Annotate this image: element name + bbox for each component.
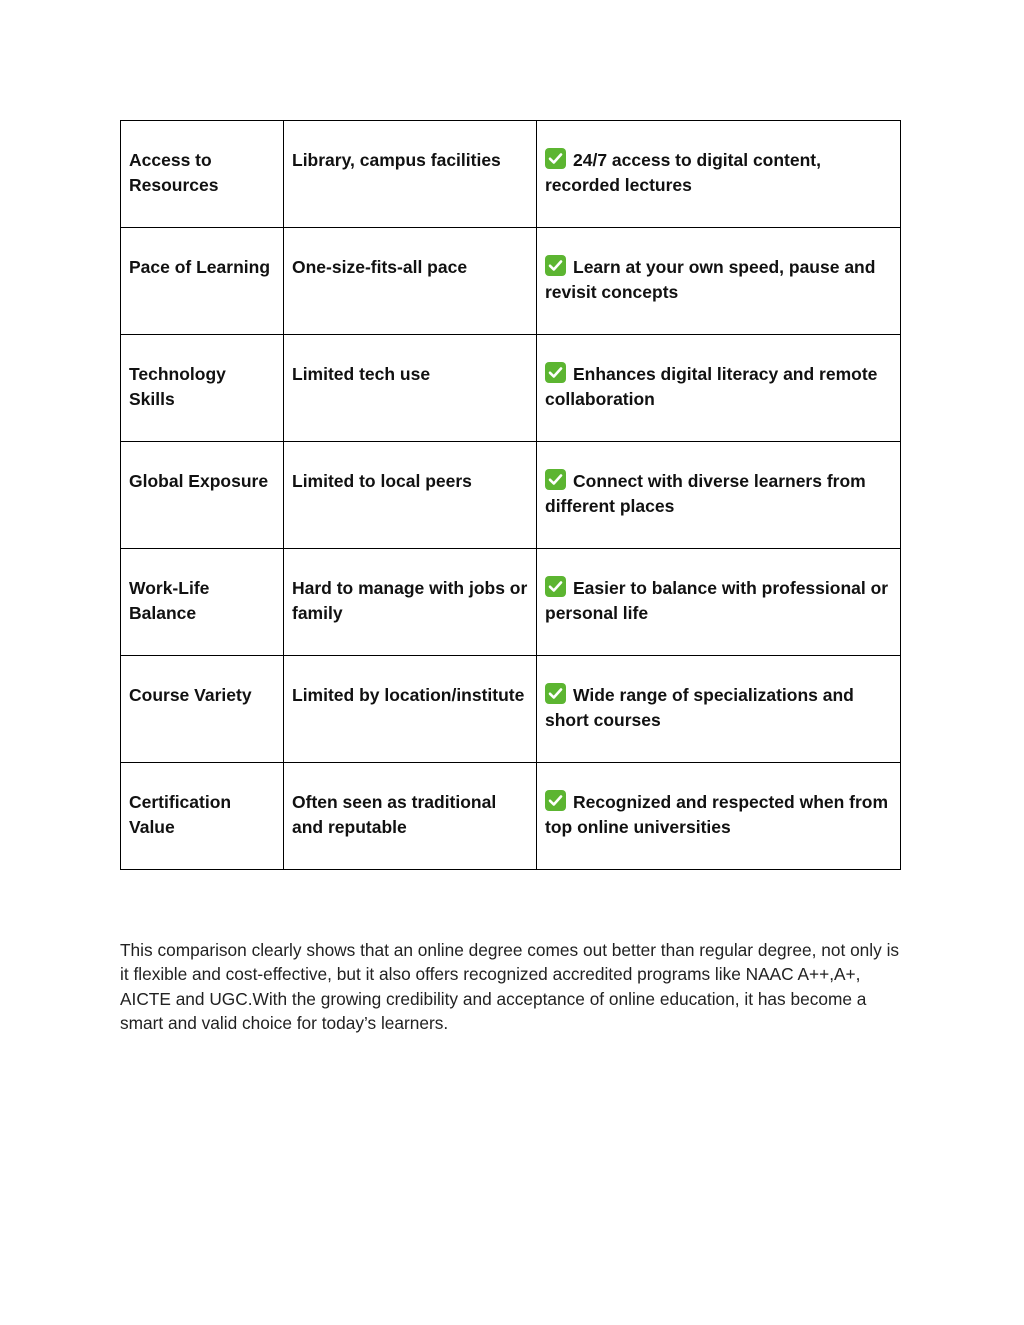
- online-degree-text: Easier to balance with professional or personal life: [545, 578, 889, 623]
- online-degree-text: Connect with diverse learners from different places: [545, 471, 866, 516]
- table-row: [121, 121, 901, 228]
- regular-degree-cell: Limited to local peers: [284, 442, 537, 549]
- online-degree-text: 24/7 access to digital content, recorded lectures: [545, 150, 821, 195]
- aspect-cell: Technology Skills: [121, 335, 284, 442]
- aspect-cell: Certification Value: [121, 763, 284, 870]
- regular-degree-cell: One-size-fits-all pace: [284, 228, 537, 335]
- table-row: [121, 549, 901, 656]
- aspect-cell: Access to Resources: [121, 121, 284, 228]
- check-mark-button-icon: [545, 683, 566, 704]
- regular-degree-cell: Limited by location/institute: [284, 656, 537, 763]
- table-row: [121, 442, 901, 549]
- online-degree-cell: [537, 335, 901, 442]
- online-degree-text: Enhances digital literacy and remote collaboration: [545, 364, 878, 409]
- regular-degree-cell: Often seen as traditional and reputable: [284, 763, 537, 870]
- comparison-table-body: [121, 121, 901, 870]
- online-degree-cell: [537, 763, 901, 870]
- check-mark-button-icon: [545, 469, 566, 490]
- comparison-table: [120, 120, 901, 870]
- check-mark-button-icon: [545, 790, 566, 811]
- online-degree-cell: [537, 442, 901, 549]
- online-degree-text: Recognized and respected when from top online universities: [545, 792, 889, 837]
- online-degree-cell: [537, 228, 901, 335]
- online-degree-text: Learn at your own speed, pause and revisit concepts: [545, 257, 876, 302]
- online-degree-cell: [537, 656, 901, 763]
- aspect-cell: Course Variety: [121, 656, 284, 763]
- online-degree-cell: [537, 121, 901, 228]
- online-degree-text: Wide range of specializations and short courses: [545, 685, 854, 730]
- aspect-cell: Pace of Learning: [121, 228, 284, 335]
- check-mark-button-icon: [545, 148, 566, 169]
- check-mark-button-icon: [545, 362, 566, 383]
- regular-degree-cell: Hard to manage with jobs or family: [284, 549, 537, 656]
- summary-paragraph: This comparison clearly shows that an online degree comes out better than regular degree, not only is it flexible and cost-effective, but it also offers recognized accredited programs like NAAC A++,A+, AICTE and UGC.With the growing credibility and acceptance of online education, it has become a smart and valid choice for today’s learners.: [120, 940, 900, 1033]
- regular-degree-cell: Limited tech use: [284, 335, 537, 442]
- check-mark-button-icon: [545, 576, 566, 597]
- table-row: [121, 228, 901, 335]
- aspect-cell: Global Exposure: [121, 442, 284, 549]
- table-row: [121, 335, 901, 442]
- table-row: [121, 656, 901, 763]
- online-degree-cell: [537, 549, 901, 656]
- table-row: [121, 763, 901, 870]
- aspect-cell: Work-Life Balance: [121, 549, 284, 656]
- regular-degree-cell: Library, campus facilities: [284, 121, 537, 228]
- check-mark-button-icon: [545, 255, 566, 276]
